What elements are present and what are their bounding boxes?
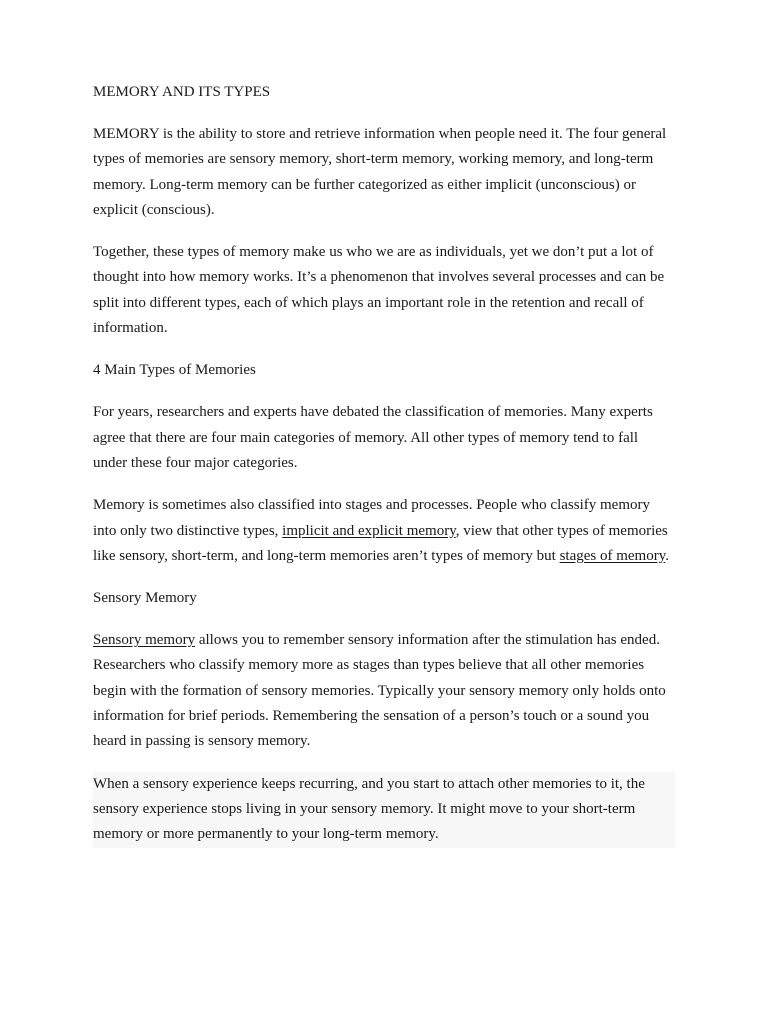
- paragraph-text: .: [665, 547, 669, 564]
- paragraph-classification: For years, researchers and experts have debated the classification of memories. Many experts agree that there are four main categories of memory. All other types of memory tend to fall under these four major categories.: [93, 404, 653, 471]
- link-implicit-explicit-memory[interactable]: implicit and explicit memory: [282, 522, 456, 539]
- section-heading-main-types: 4 Main Types of Memories: [93, 362, 256, 379]
- paragraph-text: allows you to remember sensory information after the stimulation has ended. Researchers who classify memory more as stages than types believe that all other memories begin with the formation of sensory memories. Typically your sensory memory only holds onto information for brief periods. Remembering the sensation of a person’s touch or a sound you heard in passing is sensory memory.: [93, 632, 666, 750]
- paragraph-sensory-memory: [93, 628, 675, 754]
- document-title: MEMORY AND ITS TYPES: [93, 84, 271, 100]
- paragraph-text: , view that other types of memories like sensory, short-term, and long-term memories aren’t types of memory but: [93, 522, 668, 564]
- link-stages-of-memory[interactable]: stages of memory: [559, 547, 666, 564]
- paragraph-recurring-experience: When a sensory experience keeps recurring, and you start to attach other memories to it, the sensory experience stops living in your sensory memory. It might move to your short-term memory or more permanently to your long-term memory.: [93, 772, 675, 848]
- document-page: [93, 80, 675, 848]
- paragraph-memory-individuals: Together, these types of memory make us who we are as individuals, yet we don’t put a lot of thought into how memory works. It’s a phenomenon that involves several processes and can be split into different types, each of which plays an important role in the retention and recall of information.: [93, 244, 665, 337]
- paragraph-memory-definition: MEMORY is the ability to store and retrieve information when people need it. The four general types of memories are sensory memory, short-term memory, working memory, and long-term memory. Long-term memory can be further categorized as either implicit (unconscious) or explicit (conscious).: [93, 126, 667, 218]
- link-sensory-memory[interactable]: Sensory memory: [93, 632, 196, 649]
- section-heading-sensory-memory: Sensory Memory: [93, 590, 197, 607]
- paragraph-text: Memory is sometimes also classified into stages and processes. People who classify memory into only two distinctive types,: [93, 497, 650, 539]
- paragraph-stages-processes: [93, 493, 675, 569]
